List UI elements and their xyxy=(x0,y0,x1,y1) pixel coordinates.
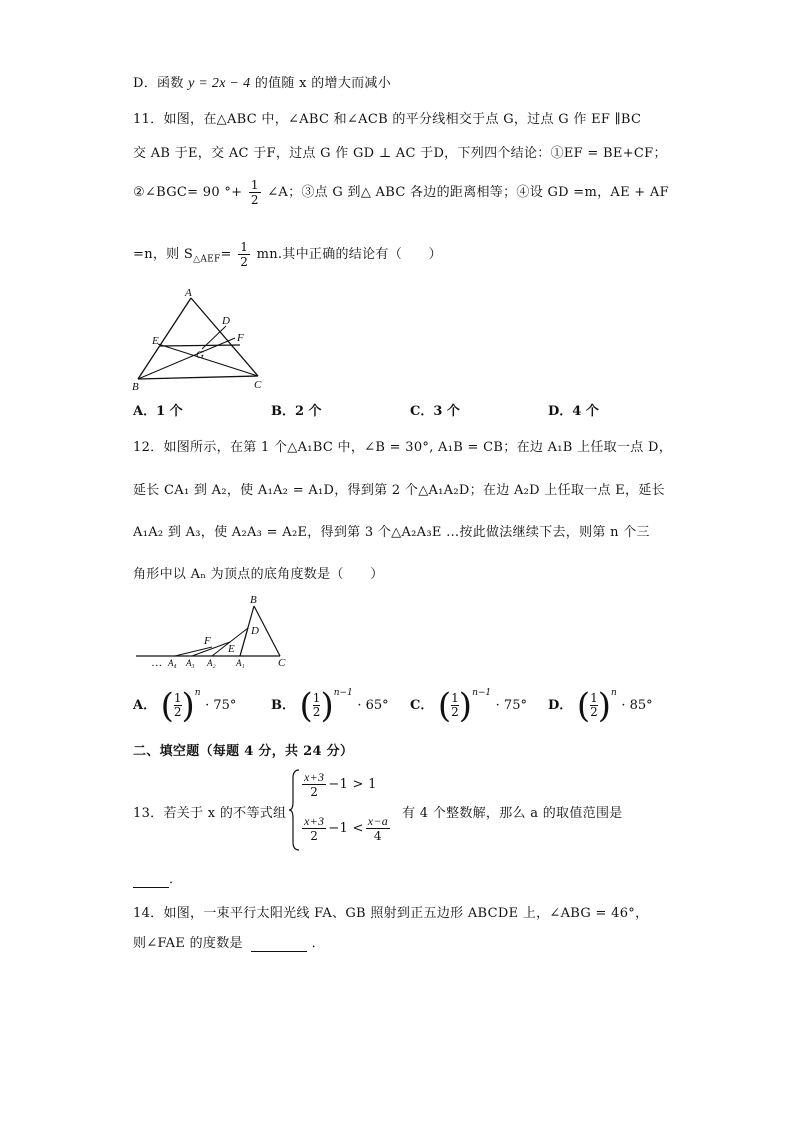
right-paren: ) xyxy=(181,685,195,726)
label-b: B xyxy=(132,381,139,393)
q11-line3-b: ∠A；③点 G 到△ ABC 各边的距离相等；④设 GD =m，AE + AF xyxy=(267,185,669,200)
exponent: n−1 xyxy=(333,688,353,698)
segment-ef xyxy=(160,345,240,346)
q14-line2 xyxy=(133,932,325,952)
q11-line4-b: = xyxy=(220,247,232,262)
label-d: D xyxy=(251,625,259,637)
side-ac xyxy=(191,298,258,376)
label-d: D xyxy=(222,315,230,327)
half-fraction xyxy=(174,692,182,719)
label-e: E xyxy=(152,335,159,347)
q12-option-b[interactable] xyxy=(271,685,389,726)
option-letter: D． xyxy=(548,698,573,713)
q12-line4: 角形中以 Aₙ 为顶点的底角度数是（ ） xyxy=(133,567,384,582)
frac-num: x−a xyxy=(367,814,389,828)
q14-line1: 14．如图，一束平行太阳光线 FA、GB 照射到正五边形 ABCDE 上，∠ABG = 46°， xyxy=(133,906,649,921)
frac-num: x+3 xyxy=(304,770,325,784)
q13-answer-line xyxy=(133,868,182,888)
frac-den: 2 xyxy=(451,705,459,719)
label-a3: A₃ xyxy=(186,658,195,668)
q11-line1: 11．如图，在△ABC 中，∠ABC 和∠ACB 的平分线相交于点 G，过点 G 作 EF ∥BC xyxy=(133,112,642,127)
frac-num: 1 xyxy=(451,691,459,705)
label-ellipsis: … xyxy=(152,657,162,669)
q12-option-c[interactable] xyxy=(410,685,527,726)
angle-value: · 75° xyxy=(495,698,527,713)
label-b: B xyxy=(250,594,257,606)
q11-line4-a: =n，则 S xyxy=(133,247,194,262)
ineq2-fraction xyxy=(302,814,326,843)
half-fraction xyxy=(313,692,321,719)
side-bc xyxy=(138,376,258,379)
q11-area-fraction xyxy=(238,240,250,269)
left-paren: ( xyxy=(437,685,452,726)
label-f: F xyxy=(237,332,244,344)
segment-fa4 xyxy=(175,647,212,656)
right-paren: ) xyxy=(458,685,473,726)
frac-num: 1 xyxy=(590,691,598,705)
option-d-linear-function xyxy=(133,72,391,92)
left-paren: ( xyxy=(160,685,174,726)
option-d-label: D．函数 xyxy=(133,76,184,91)
q12-line1: 12．如图所示，在第 1 个△A₁BC 中，∠B = 30°, A₁B = CB；在边 A₁B 上任取一点 D， xyxy=(133,440,673,455)
q13-end: ． xyxy=(169,872,183,887)
q11-line4 xyxy=(133,240,442,269)
ineq1-rest: −1 > 1 xyxy=(328,777,377,792)
section-title-fill-in: 二、填空题（每题 4 分，共 24 分） xyxy=(133,744,354,759)
frac-num: x+3 xyxy=(304,814,325,828)
label-g: G xyxy=(196,349,204,361)
angle-value: · 65° xyxy=(357,698,389,713)
q11-option-d[interactable]: D．4 个 xyxy=(548,404,599,419)
angle-value: · 85° xyxy=(621,698,653,713)
q12-triangle-sequence-figure xyxy=(130,592,295,670)
ineq2-mid: −1 < xyxy=(328,821,364,836)
ineq2-right-fraction xyxy=(366,814,390,843)
label-e: E xyxy=(228,643,235,655)
frac-den: 2 xyxy=(310,785,319,799)
ineq1-fraction xyxy=(302,770,326,799)
q11-line3-a: ②∠BGC= 90 °+ xyxy=(133,185,243,200)
exponent: n−1 xyxy=(472,688,492,698)
label-f: F xyxy=(204,635,211,647)
q14-line2-text: 则∠FAE 的度数是 xyxy=(133,936,243,951)
frac-den: 2 xyxy=(250,193,259,207)
option-letter: B． xyxy=(271,698,295,713)
half-fraction xyxy=(451,692,459,719)
option-letter: C． xyxy=(410,698,434,713)
frac-den: 2 xyxy=(312,705,321,719)
label-a4: A₄ xyxy=(168,658,177,668)
q11-triangle-figure xyxy=(128,286,278,394)
q11-option-a[interactable]: A．1 个 xyxy=(133,404,183,419)
segment-da1 xyxy=(240,628,248,656)
q11-line3 xyxy=(133,178,669,207)
q11-option-c[interactable]: C．3 个 xyxy=(410,404,460,419)
q11-option-b[interactable]: B．2 个 xyxy=(271,404,322,419)
label-a2: A₂ xyxy=(207,658,216,668)
q14-end: ． xyxy=(311,936,325,951)
bisector-ce xyxy=(158,344,258,376)
frac-den: 2 xyxy=(240,255,249,269)
q11-line4-c: mn.其中正确的结论有（ ） xyxy=(256,247,442,262)
frac-num: 1 xyxy=(312,691,321,705)
right-paren: ) xyxy=(597,685,611,726)
inequality-1 xyxy=(300,770,377,799)
option-letter: A． xyxy=(133,698,157,713)
system-brace xyxy=(288,768,300,852)
q11-line2: 交 AB 于E，交 AC 于F，过点 G 作 GD ⊥ AC 于D，下列四个结论：①EF = BE+CF； xyxy=(133,146,667,161)
q11-half-fraction xyxy=(249,178,261,207)
label-a1: A₁ xyxy=(236,658,245,668)
frac-den: 2 xyxy=(173,705,182,719)
left-paren: ( xyxy=(576,685,591,726)
exponent: n xyxy=(194,688,201,698)
frac-num: 1 xyxy=(250,178,259,192)
q13-answer-blank[interactable] xyxy=(133,872,169,888)
label-a: A xyxy=(185,287,192,299)
frac-den: 2 xyxy=(590,705,598,719)
segment-ea3 xyxy=(192,642,230,656)
half-fraction xyxy=(590,692,598,719)
q12-line3: A₁A₂ 到 A₃，使 A₂A₃ = A₂E，得到第 3 个△A₂A₃E …按此做法继续下去，则第 n 个三 xyxy=(133,525,650,540)
frac-num: 1 xyxy=(173,691,182,705)
area-subscript: △AEF xyxy=(193,254,221,265)
left-paren: ( xyxy=(299,685,313,726)
option-d-rest: 的值随 x 的增大而减小 xyxy=(254,76,392,91)
frac-den: 2 xyxy=(310,829,319,843)
q12-line2: 延长 CA₁ 到 A₂，使 A₁A₂ = A₁D，得到第 2 个△A₁A₂D；在边 A₂D 上任取一点 E，延长 xyxy=(133,483,665,498)
exponent: n xyxy=(610,688,617,698)
frac-num: 1 xyxy=(240,240,249,254)
angle-value: · 75° xyxy=(205,698,237,713)
q13-lead: 13．若关于 x 的不等式组 xyxy=(133,806,287,821)
frac-den: 4 xyxy=(373,829,382,843)
q13-tail: 有 4 个整数解，那么 a 的取值范围是 xyxy=(402,806,623,821)
side-ab xyxy=(138,298,191,379)
label-c: C xyxy=(278,657,286,669)
q12-option-a[interactable] xyxy=(133,685,237,726)
q12-option-d[interactable] xyxy=(548,685,653,726)
label-c: C xyxy=(254,379,262,391)
function-formula: y = 2x − 4 xyxy=(188,76,251,91)
q14-answer-blank[interactable] xyxy=(251,936,307,952)
inequality-2 xyxy=(300,814,392,843)
right-paren: ) xyxy=(320,685,334,726)
